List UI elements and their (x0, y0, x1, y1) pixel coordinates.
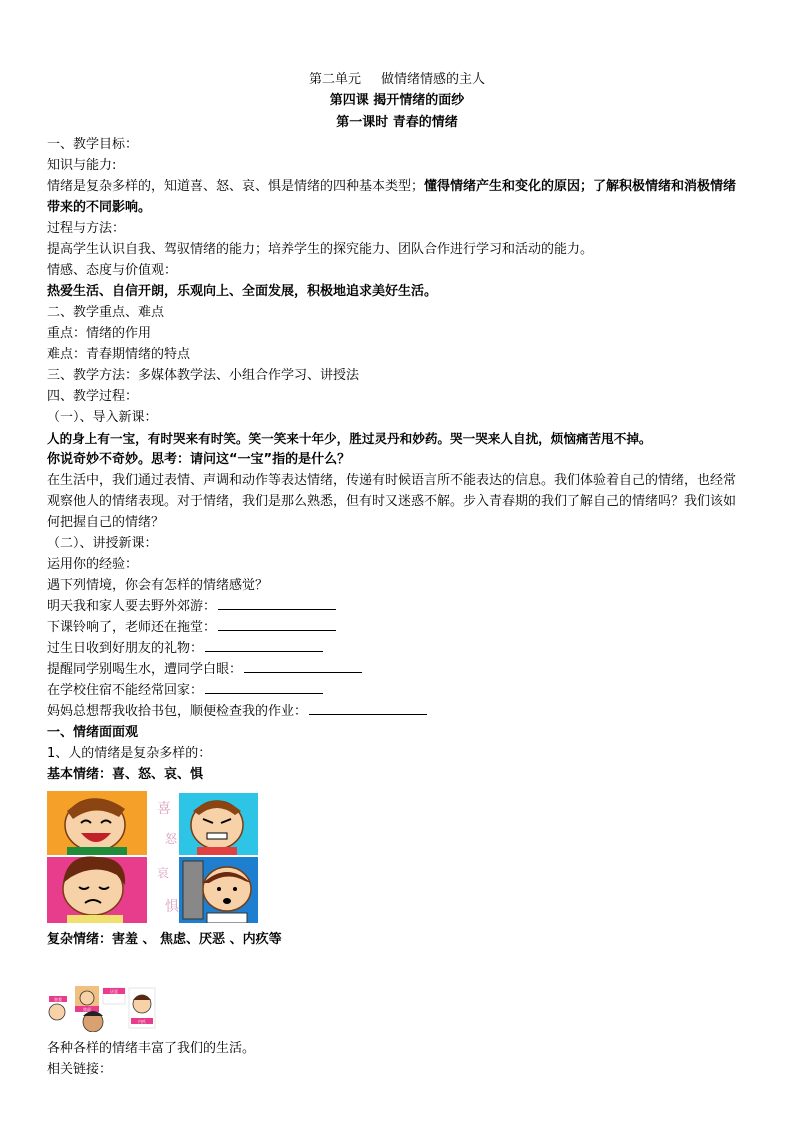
label-ai: 哀 (157, 866, 170, 880)
scenario-item: 下课铃响了，老师还在拖堂： (47, 617, 747, 638)
intro-paragraph: 在生活中，我们通过表情、声调和动作等表达情绪，传递有时候语言所不能表达的信息。我们体验着自己的情绪，也经常观察他人的情绪表现。对于情绪，我们是那么熟悉，但有时又迷惑不解。步入青春期的我们了解自己的情绪吗？我们该如何把握自己的情绪？ (47, 473, 737, 530)
overview-point-1: 1、人的情绪是复杂多样的： (47, 746, 212, 761)
overview-heading: 一、情绪面面观 (47, 725, 139, 740)
label-shy: 害羞 (54, 997, 62, 1002)
scenario-item: 妈妈总想帮我收拾书包，顺便检查我的作业： (47, 701, 747, 722)
scenario-item: 在学校住宿不能经常回家： (47, 680, 747, 701)
question-text: 遇下列情境，你会有怎样的情绪感觉？ (47, 578, 269, 593)
riddle-line-2: 你说奇妙不奇妙。思考：请问这“一宝”指的是什么？ (47, 452, 351, 467)
complex-emotions-illustration (47, 986, 157, 1032)
experience-label: 运用你的经验： (47, 557, 139, 572)
process-label: 过程与方法： (47, 221, 126, 236)
label-ju: 惧 (165, 899, 179, 915)
basic-emotions: 基本情绪：喜、怒、哀、惧 (47, 767, 204, 782)
answer-blank[interactable] (205, 681, 323, 694)
difficult-point: 难点：青春期情绪的特点 (47, 347, 191, 362)
process-text: 提高学生认识自我、驾驭情绪的能力；培养学生的探究能力、团队合作进行学习和活动的能力。 (47, 242, 594, 257)
knowledge-text: 情绪是复杂多样的，知道喜、怒、哀、惧是情绪的四种基本类型；懂得情绪产生和变化的原因；了解积极情绪和消极情绪带来的不同影响。 (47, 179, 737, 215)
knowledge-label: 知识与能力: (47, 158, 117, 173)
label-anxious: 焦虑 (83, 1007, 91, 1012)
answer-blank[interactable] (244, 660, 362, 673)
scenario-item: 明天我和家人要去野外郊游： (47, 596, 747, 617)
answer-blank[interactable] (309, 702, 427, 715)
related-link: 相关链接： (47, 1062, 113, 1077)
attitude-text: 热爱生活、自信开朗，乐观向上、全面发展，积极地追求美好生活。 (47, 284, 438, 299)
attitude-label: 情感、态度与价值观： (47, 263, 178, 278)
lesson-title: 第四课 揭开情绪的面纱 (329, 93, 465, 108)
intro-label: （一）、导入新课： (47, 410, 158, 425)
key-heading: 二、教学重点、难点 (47, 305, 165, 320)
complex-emotions: 复杂情绪：害羞 、 焦虑、厌恶 、内疚等 (47, 932, 282, 947)
riddle-line-1: 人的身上有一宝，有时哭来有时笑。笑一笑来十年少，胜过灵丹和妙药。哭一哭来人自扰，烦恼痛苦甩不掉。 (47, 431, 652, 446)
answer-blank[interactable] (218, 618, 336, 631)
key-point: 重点：情绪的作用 (47, 326, 152, 341)
label-disgust: 厌恶 (110, 989, 118, 994)
goals-heading: 一、教学目标： (47, 137, 139, 152)
teach-label: （二）、讲授新课： (47, 536, 158, 551)
enrich-text: 各种各样的情绪丰富了我们的生活。 (47, 1041, 256, 1056)
basic-emotions-illustration (47, 791, 258, 923)
scenario-item: 提醒同学别喝生水，遭同学白眼： (47, 659, 747, 680)
answer-blank[interactable] (205, 639, 323, 652)
period-title: 第一课时 青春的情绪 (336, 115, 458, 130)
label-nu: 怒 (165, 832, 178, 846)
label-xi: 喜 (157, 801, 171, 817)
method-heading: 三、教学方法：多媒体教学法、小组合作学习、讲授法 (47, 368, 360, 383)
scenario-item: 过生日收到好朋友的礼物： (47, 638, 747, 659)
document-page (47, 70, 747, 1080)
answer-blank[interactable] (218, 597, 336, 610)
unit-title: 第二单元 做情绪情感的主人 (308, 72, 486, 87)
label-guilt: 内疚 (138, 1019, 146, 1024)
process-heading: 四、教学过程： (47, 389, 139, 404)
